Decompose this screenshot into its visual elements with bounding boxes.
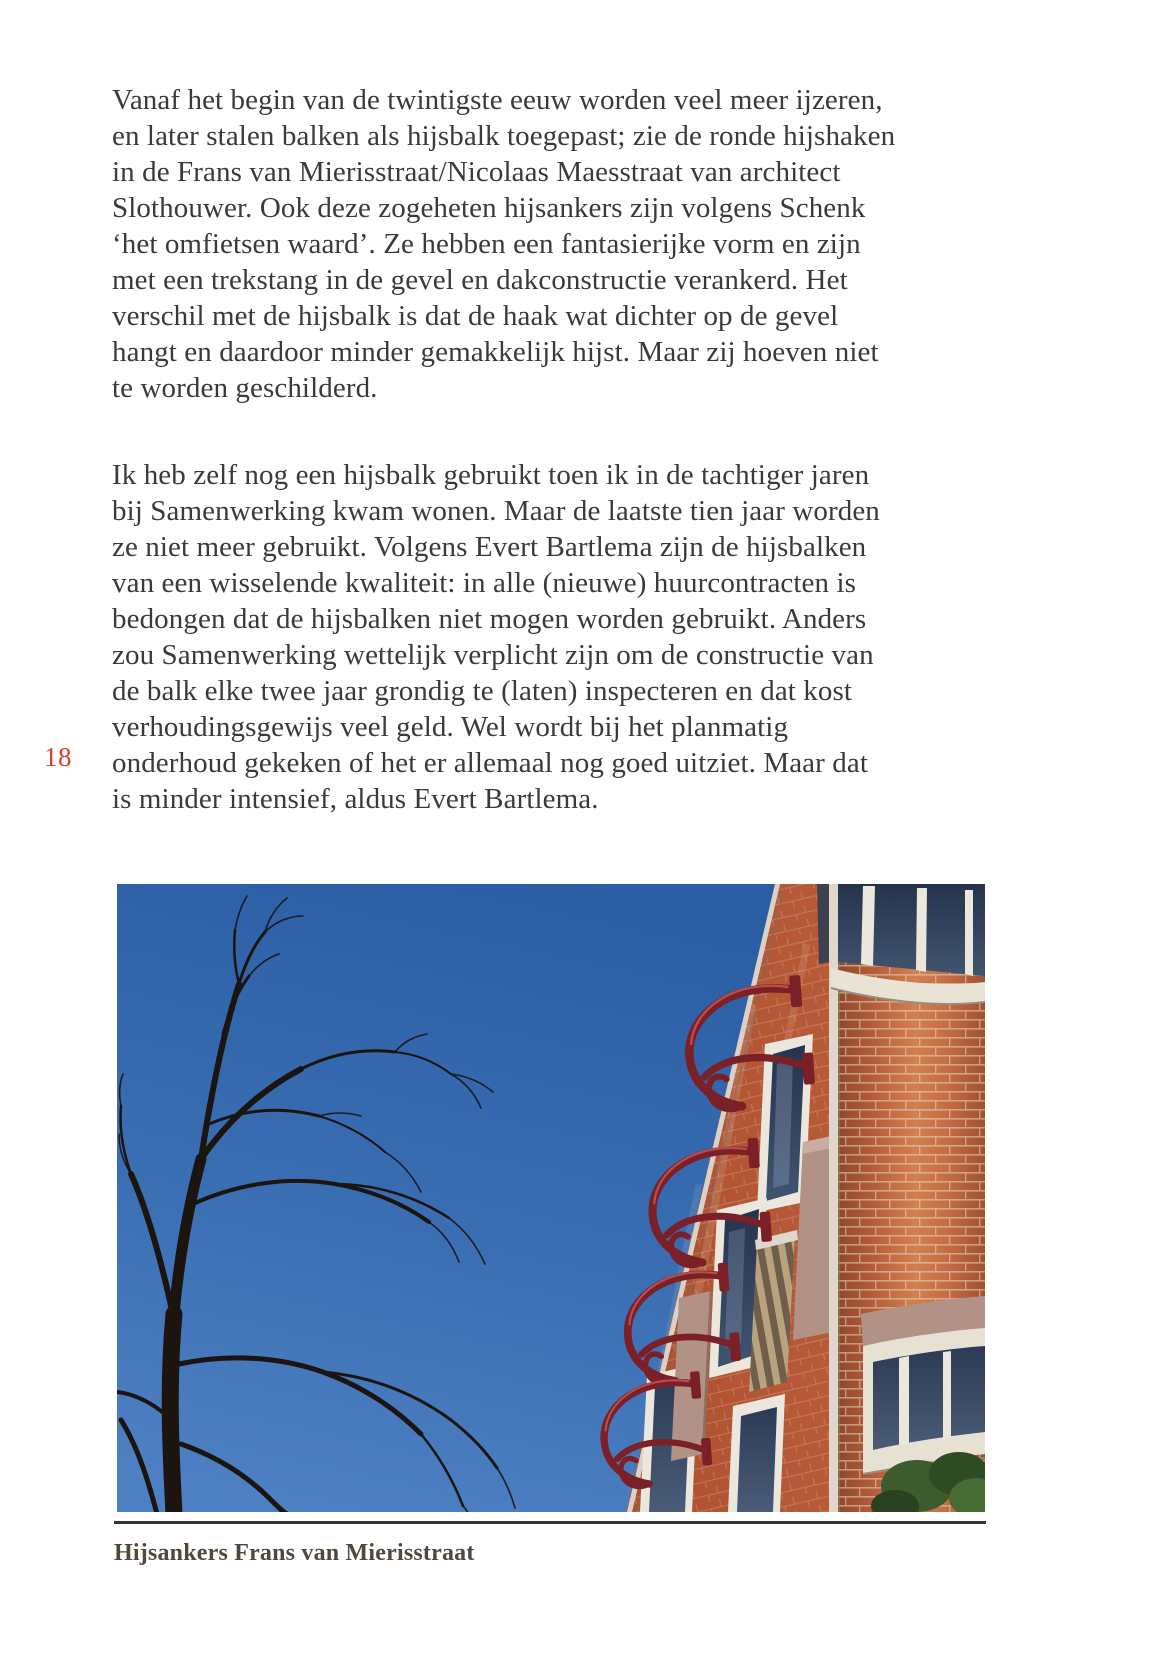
text-line: ze niet meer gebruikt. Volgens Evert Bartlema zijn de hijsbalken bbox=[112, 531, 867, 563]
article-text bbox=[112, 82, 895, 817]
caption-rule bbox=[114, 1521, 986, 1524]
text-line: verhoudingsgewijs veel geld. Wel wordt bij het planmatig bbox=[112, 711, 789, 743]
page-number: 18 bbox=[44, 742, 72, 772]
text-line: is minder intensief, aldus Evert Bartlema. bbox=[112, 783, 599, 815]
text-line: zou Samenwerking wettelijk verplicht zijn om de constructie van bbox=[112, 639, 874, 671]
text-line: ‘het omfietsen waard’. Ze hebben een fantasierijke vorm en zijn bbox=[112, 228, 861, 260]
text-line: bedongen dat de hijsbalken niet mogen worden gebruikt. Anders bbox=[112, 603, 867, 635]
text-line: hangt en daardoor minder gemakkelijk hijst. Maar zij hoeven niet bbox=[112, 336, 879, 368]
text-line: te worden geschilderd. bbox=[112, 372, 378, 404]
text-line: met een trekstang in de gevel en dakconstructie verankerd. Het bbox=[112, 264, 848, 296]
bay-top-window bbox=[838, 884, 985, 976]
text-line: bij Samenwerking kwam wonen. Maar de laatste tien jaar worden bbox=[112, 495, 880, 527]
rounded-bay bbox=[829, 884, 985, 1512]
text-line: in de Frans van Mierisstraat/Nicolaas Maesstraat van architect bbox=[112, 156, 841, 188]
text-line: onderhoud gekeken of het er allemaal nog goed uitziet. Maar dat bbox=[112, 747, 868, 779]
paragraph-2 bbox=[112, 457, 895, 817]
photo-caption: Hijsankers Frans van Mierisstraat bbox=[114, 1540, 475, 1566]
text-line: Vanaf het begin van de twintigste eeuw worden veel meer ijzeren, bbox=[112, 84, 883, 116]
text-line: verschil met de hijsbalk is dat de haak wat dichter op de gevel bbox=[112, 300, 839, 332]
paragraph-1 bbox=[112, 82, 895, 406]
text-line: Ik heb zelf nog een hijsbalk gebruikt toen ik in de tachtiger jaren bbox=[112, 459, 870, 491]
text-line: de balk elke twee jaar grondig te (laten) inspecteren en dat kost bbox=[112, 675, 853, 707]
facade-photo-illustration bbox=[117, 884, 985, 1512]
facade-photo bbox=[117, 884, 985, 1512]
text-line: van een wisselende kwaliteit: in alle (nieuwe) huurcontracten is bbox=[112, 567, 857, 599]
text-line: en later stalen balken als hijsbalk toegepast; zie de ronde hijshaken bbox=[112, 120, 896, 152]
text-line: Slothouwer. Ook deze zogeheten hijsankers zijn volgens Schenk bbox=[112, 192, 866, 224]
